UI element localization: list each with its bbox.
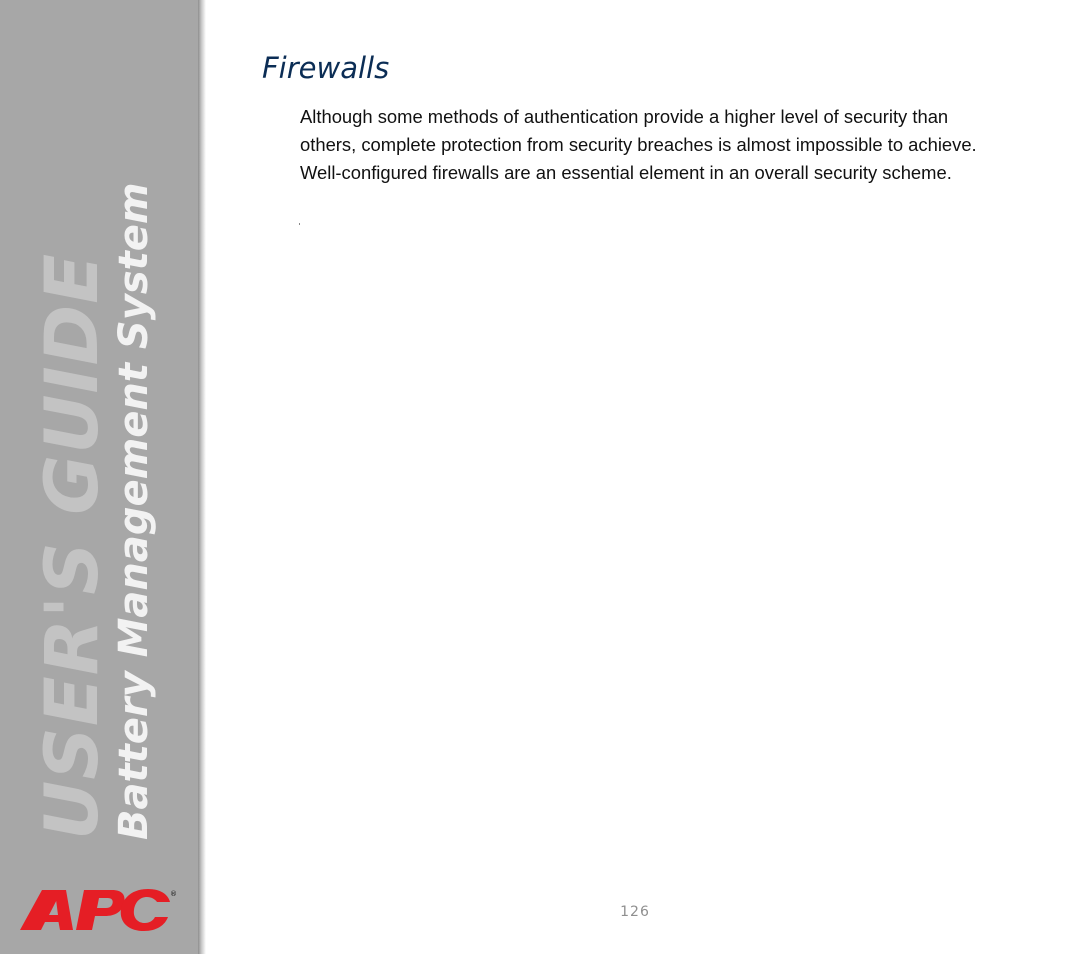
product-name: Battery Management System <box>111 182 157 840</box>
registered-mark: ® <box>170 890 177 898</box>
body-paragraph: Although some methods of authentication provide a higher level of security than others, complete protection from security breaches is almost impossible to achieve. Well-configured firewalls are an essential element in an overall security scheme. <box>300 106 977 183</box>
apc-logo <box>18 886 176 932</box>
page-title: Firewalls <box>262 51 390 85</box>
sidebar-shadow <box>198 0 206 954</box>
guide-title: USER'S GUIDE <box>30 252 115 840</box>
page-number: 126 <box>620 904 650 920</box>
stray-mark <box>299 223 300 225</box>
sidebar <box>0 0 198 954</box>
